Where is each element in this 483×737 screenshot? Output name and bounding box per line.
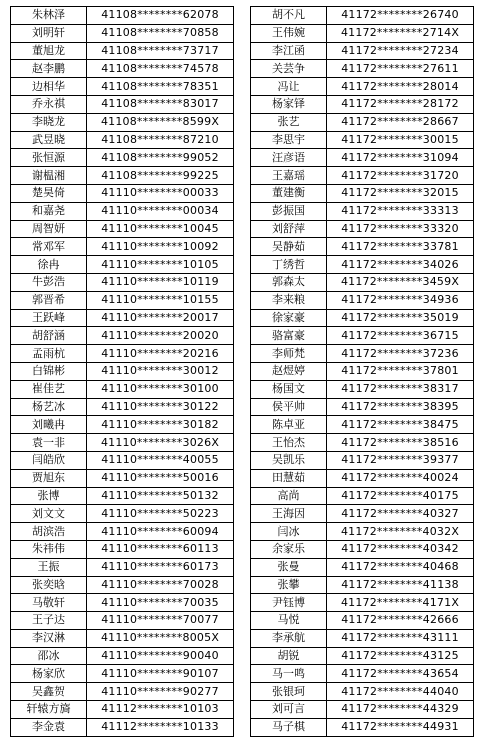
table-row <box>11 24 234 42</box>
person-name: 和嘉尧 <box>11 202 87 220</box>
table-row <box>251 647 474 665</box>
person-name: 尹钰博 <box>251 594 327 612</box>
table-row <box>11 95 234 113</box>
person-name: 马一鸣 <box>251 665 327 683</box>
person-name: 汪彦语 <box>251 149 327 167</box>
person-name: 白锦彬 <box>11 362 87 380</box>
table-row <box>11 594 234 612</box>
id-number: 41110********50016 <box>87 469 234 487</box>
table-row <box>11 78 234 96</box>
id-number: 41110********70077 <box>87 612 234 630</box>
table-row <box>11 309 234 327</box>
person-name: 王子达 <box>11 612 87 630</box>
table-row <box>11 576 234 594</box>
id-number: 41110********90277 <box>87 683 234 701</box>
table-row <box>251 7 474 25</box>
table-row <box>11 220 234 238</box>
id-number: 41112********10133 <box>87 718 234 736</box>
id-number: 41172********27611 <box>327 60 474 78</box>
table-row <box>251 505 474 523</box>
person-name: 崔佳艺 <box>11 380 87 398</box>
table-row <box>251 202 474 220</box>
person-name: 谢榅湘 <box>11 167 87 185</box>
person-name: 吴凯乐 <box>251 451 327 469</box>
table-row <box>251 238 474 256</box>
id-number: 41110********70035 <box>87 594 234 612</box>
person-name: 胡锐 <box>251 647 327 665</box>
id-number: 41110********50223 <box>87 505 234 523</box>
id-number: 41172********37801 <box>327 362 474 380</box>
table-row <box>251 362 474 380</box>
id-number: 41108********74578 <box>87 60 234 78</box>
id-number: 41172********4171X <box>327 594 474 612</box>
person-name: 关芸争 <box>251 60 327 78</box>
person-name: 彭振国 <box>251 202 327 220</box>
id-number: 41110********90107 <box>87 665 234 683</box>
person-name: 李金袁 <box>11 718 87 736</box>
table-row <box>11 718 234 736</box>
table-row <box>11 131 234 149</box>
id-number: 41110********10105 <box>87 256 234 274</box>
person-name: 武昱晓 <box>11 131 87 149</box>
id-number: 41110********10155 <box>87 291 234 309</box>
id-number: 41110********30182 <box>87 416 234 434</box>
table-row <box>251 42 474 60</box>
id-number: 41172********38317 <box>327 380 474 398</box>
id-number: 41172********28667 <box>327 113 474 131</box>
table-row <box>251 558 474 576</box>
table-row <box>11 505 234 523</box>
id-number: 41110********8005X <box>87 629 234 647</box>
table-row <box>11 612 234 630</box>
person-name: 刘舒萍 <box>251 220 327 238</box>
person-name: 李承航 <box>251 629 327 647</box>
person-name: 贾旭东 <box>11 469 87 487</box>
table-row <box>11 167 234 185</box>
table-row <box>251 487 474 505</box>
table-row <box>251 131 474 149</box>
person-name: 吴静茹 <box>251 238 327 256</box>
person-name: 李晓龙 <box>11 113 87 131</box>
id-number: 41172********32015 <box>327 184 474 202</box>
table-row <box>251 113 474 131</box>
table-row <box>251 78 474 96</box>
table-row <box>11 683 234 701</box>
person-name: 刘曦冉 <box>11 416 87 434</box>
table-row <box>251 220 474 238</box>
person-name: 杨艺冰 <box>11 398 87 416</box>
person-name: 李江函 <box>251 42 327 60</box>
person-name: 朱林泽 <box>11 7 87 25</box>
table-row <box>251 629 474 647</box>
person-name: 常邓军 <box>11 238 87 256</box>
table-row <box>11 451 234 469</box>
table-row <box>11 701 234 719</box>
id-number: 41172********40024 <box>327 469 474 487</box>
id-number: 41172********33313 <box>327 202 474 220</box>
person-name: 徐冉 <box>11 256 87 274</box>
id-number: 41110********30100 <box>87 380 234 398</box>
table-row <box>251 273 474 291</box>
table-row <box>251 95 474 113</box>
person-name: 王怡杰 <box>251 434 327 452</box>
id-number: 41172********30015 <box>327 131 474 149</box>
id-number: 41172********4032X <box>327 523 474 541</box>
table-row <box>11 202 234 220</box>
left-roster-body <box>11 7 234 737</box>
id-number: 41172********43111 <box>327 629 474 647</box>
id-number: 41172********34026 <box>327 256 474 274</box>
person-name: 闫冰 <box>251 523 327 541</box>
person-name: 张曼 <box>251 558 327 576</box>
id-number: 41108********83017 <box>87 95 234 113</box>
id-number: 41172********38475 <box>327 416 474 434</box>
person-name: 陈卓亚 <box>251 416 327 434</box>
table-row <box>251 594 474 612</box>
table-row <box>251 380 474 398</box>
id-number: 41110********60173 <box>87 558 234 576</box>
person-name: 田慧茹 <box>251 469 327 487</box>
person-name: 马子棋 <box>251 718 327 736</box>
id-number: 41110********60113 <box>87 540 234 558</box>
id-number: 41108********62078 <box>87 7 234 25</box>
id-number: 41112********10103 <box>87 701 234 719</box>
table-row <box>11 540 234 558</box>
id-number: 41172********28172 <box>327 95 474 113</box>
id-number: 41110********3026X <box>87 434 234 452</box>
id-number: 41172********37236 <box>327 345 474 363</box>
person-name: 高尚 <box>251 487 327 505</box>
id-number: 41110********40055 <box>87 451 234 469</box>
person-name: 徐家豪 <box>251 309 327 327</box>
id-number: 41108********8599X <box>87 113 234 131</box>
table-row <box>11 291 234 309</box>
id-number: 41172********39377 <box>327 451 474 469</box>
person-name: 冯让 <box>251 78 327 96</box>
person-name: 王跃峰 <box>11 309 87 327</box>
table-row <box>11 256 234 274</box>
person-name: 牛彭浩 <box>11 273 87 291</box>
id-number: 41172********38516 <box>327 434 474 452</box>
table-row <box>251 24 474 42</box>
person-name: 郭森太 <box>251 273 327 291</box>
id-number: 41110********50132 <box>87 487 234 505</box>
table-row <box>251 309 474 327</box>
table-row <box>251 540 474 558</box>
id-number: 41172********41138 <box>327 576 474 594</box>
id-number: 41172********34936 <box>327 291 474 309</box>
id-number: 41172********35019 <box>327 309 474 327</box>
person-name: 张奕晗 <box>11 576 87 594</box>
right-roster-table <box>250 6 474 737</box>
table-row <box>251 184 474 202</box>
person-name: 邵冰 <box>11 647 87 665</box>
person-name: 李思宇 <box>251 131 327 149</box>
id-number: 41110********20017 <box>87 309 234 327</box>
id-number: 41110********10045 <box>87 220 234 238</box>
id-number: 41172********36715 <box>327 327 474 345</box>
person-name: 赵李鹏 <box>11 60 87 78</box>
id-number: 41172********26740 <box>327 7 474 25</box>
person-name: 刘可言 <box>251 701 327 719</box>
table-row <box>251 683 474 701</box>
table-row <box>11 469 234 487</box>
person-name: 杨国文 <box>251 380 327 398</box>
table-row <box>11 487 234 505</box>
person-name: 王嘉瑶 <box>251 167 327 185</box>
table-row <box>11 327 234 345</box>
id-number: 41172********40342 <box>327 540 474 558</box>
id-number: 41172********44931 <box>327 718 474 736</box>
person-name: 董旭龙 <box>11 42 87 60</box>
id-number: 41172********33320 <box>327 220 474 238</box>
id-number: 41110********20216 <box>87 345 234 363</box>
person-name: 刘文文 <box>11 505 87 523</box>
id-number: 41172********43125 <box>327 647 474 665</box>
table-row <box>11 7 234 25</box>
id-number: 41172********27234 <box>327 42 474 60</box>
table-row <box>11 273 234 291</box>
table-row <box>251 451 474 469</box>
left-roster-table <box>10 6 234 737</box>
table-row <box>251 576 474 594</box>
id-number: 41108********87210 <box>87 131 234 149</box>
table-row <box>251 701 474 719</box>
id-number: 41172********28014 <box>327 78 474 96</box>
id-number: 41110********10119 <box>87 273 234 291</box>
person-name: 张恒源 <box>11 149 87 167</box>
table-row <box>11 184 234 202</box>
person-name: 张艺 <box>251 113 327 131</box>
table-row <box>11 113 234 131</box>
id-number: 41172********3459X <box>327 273 474 291</box>
person-name: 李来粮 <box>251 291 327 309</box>
table-row <box>251 291 474 309</box>
id-number: 41108********78351 <box>87 78 234 96</box>
id-number: 41172********33781 <box>327 238 474 256</box>
id-number: 41172********44329 <box>327 701 474 719</box>
table-row <box>11 629 234 647</box>
person-name: 胡舒涵 <box>11 327 87 345</box>
table-row <box>251 416 474 434</box>
id-number: 41172********31720 <box>327 167 474 185</box>
person-name: 余家乐 <box>251 540 327 558</box>
person-name: 王伟婉 <box>251 24 327 42</box>
id-number: 41172********2714X <box>327 24 474 42</box>
id-number: 41108********73717 <box>87 42 234 60</box>
table-row <box>251 398 474 416</box>
person-name: 张银珂 <box>251 683 327 701</box>
person-name: 王振 <box>11 558 87 576</box>
person-name: 乔永祺 <box>11 95 87 113</box>
id-number: 41172********40468 <box>327 558 474 576</box>
person-name: 马敬轩 <box>11 594 87 612</box>
person-name: 李师梵 <box>251 345 327 363</box>
person-name: 周智妍 <box>11 220 87 238</box>
table-row <box>251 256 474 274</box>
id-number: 41108********99052 <box>87 149 234 167</box>
id-number: 41110********10092 <box>87 238 234 256</box>
table-row <box>11 362 234 380</box>
person-name: 王海因 <box>251 505 327 523</box>
person-name: 张博 <box>11 487 87 505</box>
table-row <box>251 327 474 345</box>
table-row <box>11 434 234 452</box>
table-row <box>11 665 234 683</box>
table-row <box>11 523 234 541</box>
person-name: 袁一非 <box>11 434 87 452</box>
person-name: 吴鑫贺 <box>11 683 87 701</box>
table-row <box>11 345 234 363</box>
id-number: 41110********20020 <box>87 327 234 345</box>
id-number: 41110********30012 <box>87 362 234 380</box>
person-name: 张攀 <box>251 576 327 594</box>
table-row <box>251 665 474 683</box>
person-name: 骆富豪 <box>251 327 327 345</box>
right-roster-body <box>251 7 474 737</box>
table-row <box>11 149 234 167</box>
id-number: 41110********00034 <box>87 202 234 220</box>
table-row <box>251 469 474 487</box>
id-number: 41172********40175 <box>327 487 474 505</box>
person-name: 杨家欣 <box>11 665 87 683</box>
id-number: 41172********40327 <box>327 505 474 523</box>
table-row <box>11 558 234 576</box>
table-row <box>251 149 474 167</box>
id-number: 41110********30122 <box>87 398 234 416</box>
person-name: 董建衡 <box>251 184 327 202</box>
person-name: 李汉淋 <box>11 629 87 647</box>
id-number: 41108********70858 <box>87 24 234 42</box>
person-name: 胡不凡 <box>251 7 327 25</box>
person-name: 杨家铎 <box>251 95 327 113</box>
id-number: 41108********99225 <box>87 167 234 185</box>
table-row <box>251 60 474 78</box>
table-row <box>251 612 474 630</box>
id-number: 41172********43654 <box>327 665 474 683</box>
id-number: 41172********42666 <box>327 612 474 630</box>
person-name: 胡滨浩 <box>11 523 87 541</box>
person-name: 朱祎伟 <box>11 540 87 558</box>
id-number: 41110********00033 <box>87 184 234 202</box>
person-name: 楚昊倚 <box>11 184 87 202</box>
id-number: 41172********44040 <box>327 683 474 701</box>
id-number: 41172********38395 <box>327 398 474 416</box>
table-row <box>11 60 234 78</box>
table-row <box>11 416 234 434</box>
person-name: 边相华 <box>11 78 87 96</box>
id-number: 41110********70028 <box>87 576 234 594</box>
roster-sheet <box>10 6 474 734</box>
id-number: 41110********90040 <box>87 647 234 665</box>
person-name: 轩辕方旖 <box>11 701 87 719</box>
table-row <box>251 345 474 363</box>
person-name: 赵煜婷 <box>251 362 327 380</box>
table-row <box>251 434 474 452</box>
person-name: 丁绣哲 <box>251 256 327 274</box>
table-row <box>251 167 474 185</box>
person-name: 郭晋希 <box>11 291 87 309</box>
table-row <box>251 523 474 541</box>
table-row <box>11 238 234 256</box>
person-name: 侯平帅 <box>251 398 327 416</box>
person-name: 马悦 <box>251 612 327 630</box>
person-name: 刘明轩 <box>11 24 87 42</box>
person-name: 闫皓欣 <box>11 451 87 469</box>
table-row <box>11 398 234 416</box>
table-row <box>251 718 474 736</box>
table-row <box>11 647 234 665</box>
person-name: 孟雨杭 <box>11 345 87 363</box>
table-row <box>11 42 234 60</box>
table-row <box>11 380 234 398</box>
id-number: 41110********60094 <box>87 523 234 541</box>
id-number: 41172********31094 <box>327 149 474 167</box>
